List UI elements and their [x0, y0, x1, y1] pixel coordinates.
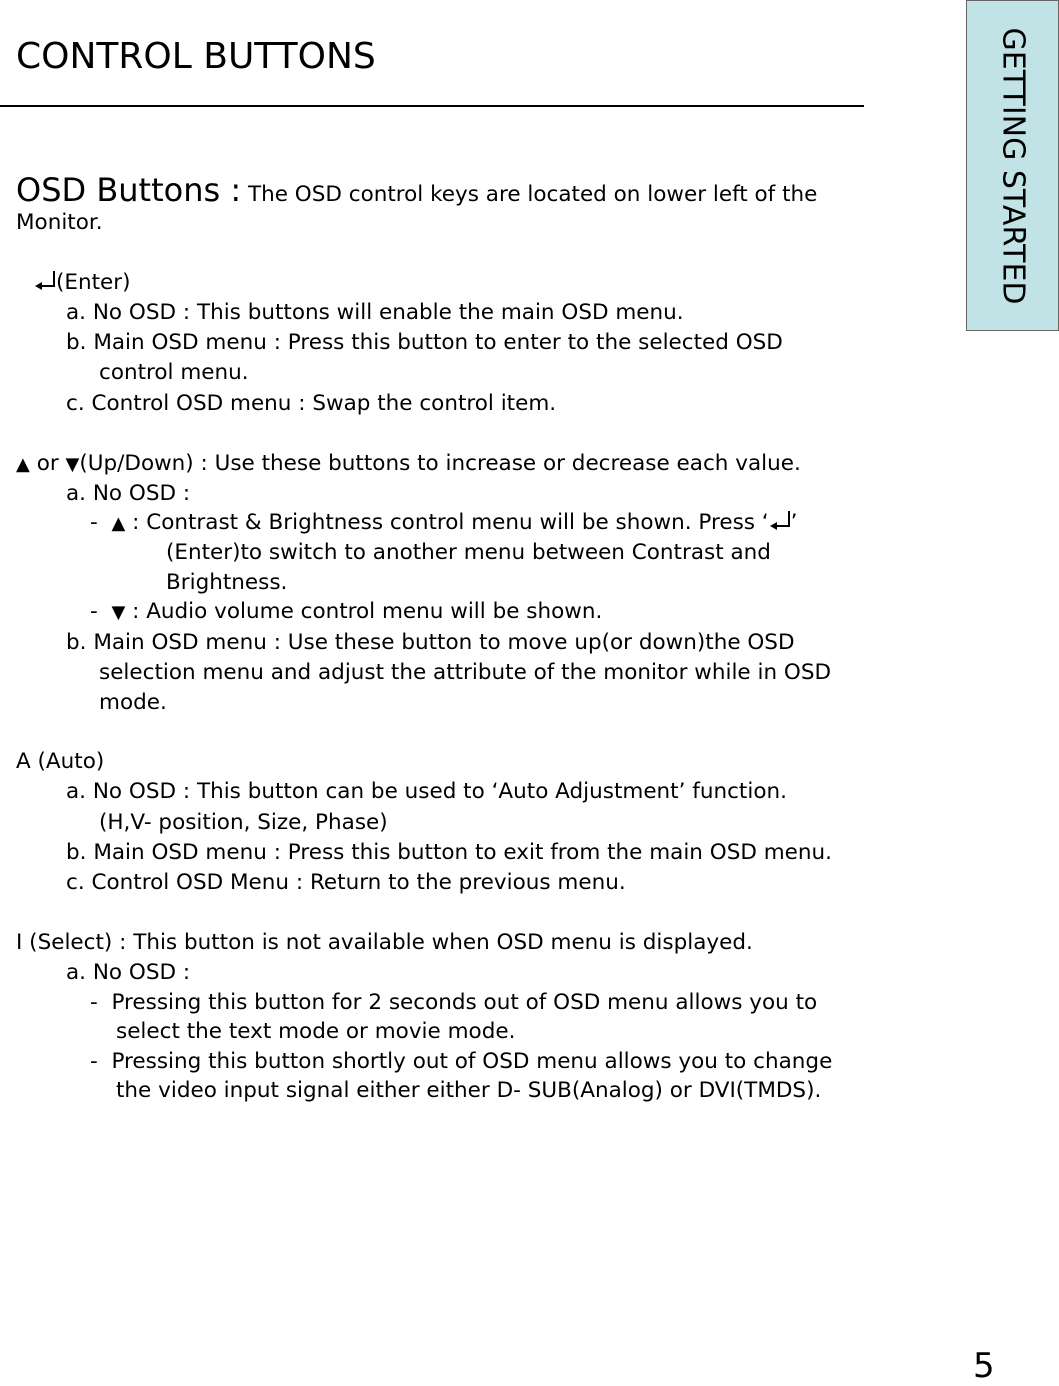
select-bullet-1-cont: select the text mode or movie mode.	[116, 1019, 516, 1044]
select-bullet-2-cont: the video input signal either either D- SUB(Analog) or DVI(TMDS).	[116, 1078, 822, 1103]
enter-item-a: a. No OSD : This buttons will enable the main OSD menu.	[66, 300, 684, 325]
select-item-a: a. No OSD :	[66, 960, 191, 985]
up-description-cont-2: Brightness.	[166, 570, 288, 595]
auto-item-a-cont: (H,V- position, Size, Phase)	[99, 810, 388, 835]
up-triangle-icon: ▲	[16, 454, 30, 475]
auto-item-c: c. Control OSD Menu : Return to the previous menu.	[66, 870, 626, 895]
closing-quote: ’	[790, 510, 798, 535]
enter-icon	[34, 269, 56, 293]
updown-down-line	[90, 597, 602, 628]
auto-item-b: b. Main OSD menu : Press this button to exit from the main OSD menu.	[66, 840, 832, 865]
select-bullet-1	[90, 988, 817, 1018]
osd-heading: OSD Buttons :	[16, 171, 242, 209]
updown-item-b-cont-2: mode.	[99, 690, 167, 715]
osd-intro	[16, 170, 817, 215]
dash: -	[90, 1049, 98, 1074]
updown-heading	[16, 449, 801, 480]
dash: -	[90, 510, 98, 535]
down-triangle-icon: ▼	[111, 602, 126, 623]
enter-label: (Enter)	[56, 270, 131, 295]
enter-heading	[34, 268, 130, 298]
enter-item-b-cont: control menu.	[99, 360, 249, 385]
updown-or: or	[36, 451, 59, 476]
select-bullet-2	[90, 1047, 832, 1077]
title-divider	[0, 105, 864, 107]
enter-item-b: b. Main OSD menu : Press this button to enter to the selected OSD	[66, 330, 783, 355]
up-triangle-icon: ▲	[111, 513, 126, 534]
updown-item-a: a. No OSD :	[66, 481, 191, 506]
up-description: : Contrast & Brightness control menu will be shown. Press ‘	[132, 510, 769, 535]
updown-item-b: b. Main OSD menu : Use these button to move up(or down)the OSD	[66, 630, 795, 655]
updown-label: (Up/Down) : Use these buttons to increase or decrease each value.	[79, 451, 801, 476]
osd-description-cont: Monitor.	[16, 210, 103, 235]
section-tab	[966, 0, 1059, 331]
select-bullet-1-text: Pressing this button for 2 seconds out of OSD menu allows you to	[111, 990, 818, 1015]
down-triangle-icon: ▼	[65, 454, 80, 475]
page-title: CONTROL BUTTONS	[16, 36, 376, 77]
dash: -	[90, 599, 98, 624]
dash: -	[90, 990, 98, 1015]
enter-icon	[769, 509, 791, 533]
updown-up-line	[90, 508, 798, 539]
select-heading: I (Select) : This button is not available when OSD menu is displayed.	[16, 930, 753, 955]
page-number: 5	[973, 1346, 995, 1386]
enter-item-c: c. Control OSD menu : Swap the control item.	[66, 391, 557, 416]
osd-description: The OSD control keys are located on lower left of the	[247, 182, 818, 207]
up-description-cont-1: (Enter)to switch to another menu between Contrast and	[166, 540, 771, 565]
auto-heading: A (Auto)	[16, 749, 105, 774]
section-tab-label: GETTING STARTED	[995, 26, 1030, 305]
auto-item-a: a. No OSD : This button can be used to ‘Auto Adjustment’ function.	[66, 779, 787, 804]
select-bullet-2-text: Pressing this button shortly out of OSD menu allows you to change	[111, 1049, 833, 1074]
down-description: : Audio volume control menu will be shown.	[132, 599, 603, 624]
updown-item-b-cont-1: selection menu and adjust the attribute of the monitor while in OSD	[99, 660, 832, 685]
